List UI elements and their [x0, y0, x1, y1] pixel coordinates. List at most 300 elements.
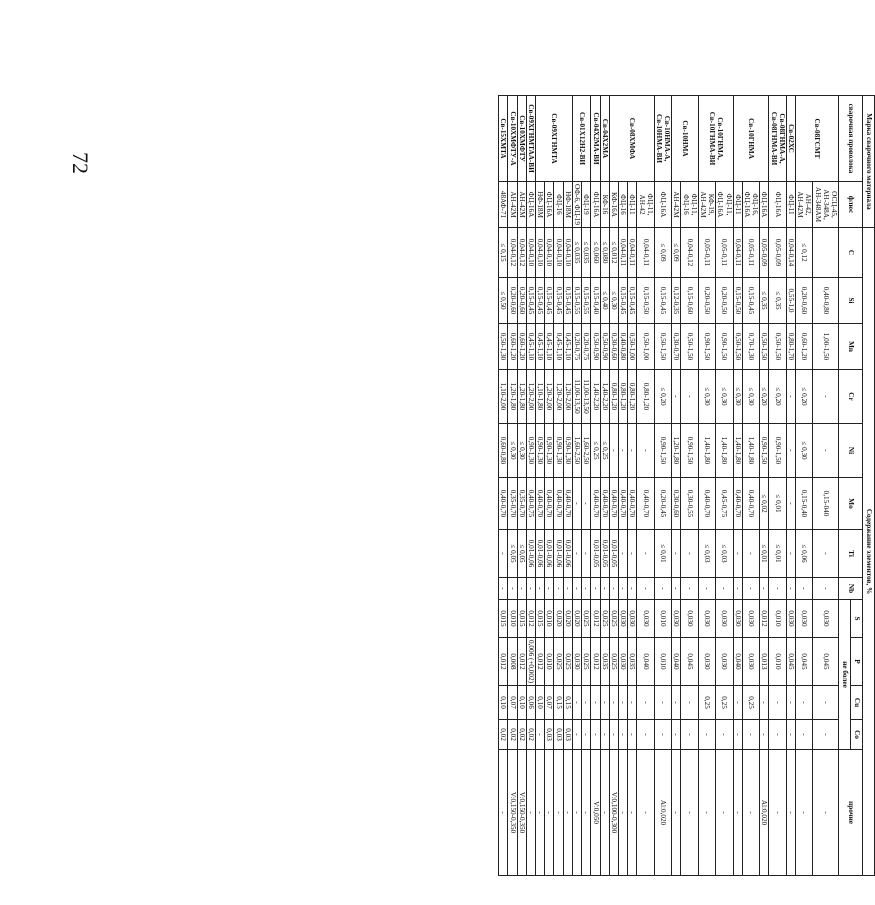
co-cell: -	[609, 720, 618, 750]
mn-cell: 0,80-1,70	[786, 324, 795, 370]
flux-cell: ФЦ-16А	[526, 182, 535, 228]
mo-cell: 0,20-0,45	[654, 478, 671, 530]
co-cell: -	[628, 720, 637, 750]
s-cell: 0,030	[795, 600, 812, 638]
flux-cell: ОСЦ-45, АН-348А, АН-348АМ	[813, 182, 839, 228]
c-cell: 0,04-0,11	[618, 228, 627, 278]
ti-cell: -	[572, 530, 581, 578]
other-cell: -	[733, 750, 742, 876]
mn-cell: 0,45-1,10	[536, 324, 545, 370]
si-cell: 0,15-0,55	[582, 278, 591, 324]
wire-grade-cell: Св-08ГСМТ	[795, 96, 838, 182]
p-cell: 0,025	[609, 638, 618, 686]
ti-cell: -	[618, 530, 627, 578]
c-cell: 0,04-0,10	[563, 228, 572, 278]
c-cell: 0,04-0,12	[508, 228, 517, 278]
nb-cell: -	[628, 578, 637, 600]
co-cell: -	[672, 720, 681, 750]
nb-cell: -	[769, 578, 786, 600]
cu-cell: -	[582, 686, 591, 720]
table-row	[499, 96, 508, 876]
cr-cell: ≤ 0,30	[733, 370, 742, 424]
co-cell: -	[681, 720, 698, 750]
table-row	[681, 96, 698, 876]
table-row	[600, 96, 609, 876]
ti-cell: -	[672, 530, 681, 578]
p-cell: 0,030	[716, 638, 733, 686]
ni-cell: 0,90-1,30	[526, 424, 535, 478]
co-cell: -	[698, 720, 715, 750]
p-cell: 0,012	[536, 638, 545, 686]
cu-cell: 0,25	[698, 686, 715, 720]
si-cell: ≤ 0,30	[609, 278, 618, 324]
s-cell: 0,030	[628, 600, 637, 638]
c-cell: 0,04-0,11	[628, 228, 637, 278]
cu-cell: 0,15	[554, 686, 563, 720]
cr-cell: 1,40-2,20	[600, 370, 609, 424]
c-cell: ≤ 0,09	[672, 228, 681, 278]
s-cell: 0,030	[742, 600, 759, 638]
wire-grade-cell: Св-10ХМФТУ	[517, 96, 526, 182]
cu-cell: 0,25	[742, 686, 759, 720]
p-cell: 0,030	[572, 638, 581, 686]
table-row	[795, 96, 812, 876]
ti-cell: -	[813, 530, 839, 578]
table-body	[499, 96, 839, 876]
other-cell: -	[526, 750, 535, 876]
co-cell: -	[637, 720, 654, 750]
mn-cell: 0,90-1,50	[716, 324, 733, 370]
flux-cell: ФЦ-11	[786, 182, 795, 228]
co-cell: -	[716, 720, 733, 750]
si-cell: ≤ 0,35	[760, 278, 769, 324]
wire-grade-cell: Св-10НМА-А, Св-10НМА-ВИ	[654, 96, 671, 182]
mn-cell: 0,20-0,75	[572, 324, 581, 370]
other-cell: -	[536, 750, 545, 876]
ni-cell: 0,90-1,50	[769, 424, 786, 478]
cu-cell: 0,10	[517, 686, 526, 720]
ni-cell: -	[786, 424, 795, 478]
cu-cell: -	[591, 686, 600, 720]
p-cell: 0,006 (+0,002)	[526, 638, 535, 686]
s-cell: 0,025	[582, 600, 591, 638]
c-cell: 0,04-0,12	[517, 228, 526, 278]
ti-cell: -	[582, 530, 591, 578]
flux-cell: ФЦ-16, ФЦ-16А	[742, 182, 759, 228]
table-row	[628, 96, 637, 876]
mo-cell: 0,40-0,70	[618, 478, 627, 530]
cu-cell: -	[672, 686, 681, 720]
header-nb: Nb	[839, 578, 863, 600]
flux-cell: КФ-16А	[609, 182, 618, 228]
ti-cell: -	[637, 530, 654, 578]
flux-cell: ФЦ-11, ФЦ-16	[681, 182, 698, 228]
cr-cell: ≤ 0,20	[769, 370, 786, 424]
s-cell: 0,020	[572, 600, 581, 638]
mo-cell: 0,40-0,70	[742, 478, 759, 530]
table-row	[554, 96, 563, 876]
mo-cell: 0,40-0,70	[554, 478, 563, 530]
nb-cell: -	[760, 578, 769, 600]
c-cell: ≤ 0,035	[582, 228, 591, 278]
flux-cell: ФЦ-11, ФЦ-16А	[716, 182, 733, 228]
co-cell: -	[760, 720, 769, 750]
co-cell: -	[572, 720, 581, 750]
c-cell: ≤ 0,15	[499, 228, 508, 278]
other-cell: -	[637, 750, 654, 876]
flux-cell: АН-42М	[508, 182, 517, 228]
other-cell: -	[572, 750, 581, 876]
mn-cell: 0,50-1,50	[769, 324, 786, 370]
other-cell: -	[545, 750, 554, 876]
cu-cell: 0,15	[563, 686, 572, 720]
flux-cell: ФЦ-16А	[654, 182, 671, 228]
si-cell: 0,12-0,35	[672, 278, 681, 324]
table-row	[582, 96, 591, 876]
mo-cell: 0,40-0,70	[733, 478, 742, 530]
ti-cell: ≤ 0,06	[795, 530, 812, 578]
wire-grade-cell: Св-08ГНМА-А, Св-08ГНМА-ВИ	[769, 96, 786, 182]
c-cell: ≤ 0,080	[600, 228, 609, 278]
mo-cell: ≤ 0,02	[760, 478, 769, 530]
si-cell: 0,20-0,60	[517, 278, 526, 324]
si-cell: 0,20-0,60	[508, 278, 517, 324]
mo-cell: 0,15-040	[813, 478, 839, 530]
nb-cell: -	[600, 578, 609, 600]
other-cell: -	[795, 750, 812, 876]
nb-cell: -	[733, 578, 742, 600]
cr-cell: 11,00-13,50	[572, 370, 581, 424]
cr-cell: 1,20-1,80	[517, 370, 526, 424]
header-cu: Cu	[851, 686, 863, 720]
si-cell: 0,15-0,45	[545, 278, 554, 324]
co-cell: -	[742, 720, 759, 750]
cu-cell: -	[572, 686, 581, 720]
cu-cell: -	[628, 686, 637, 720]
header-c: C	[839, 228, 863, 278]
header-no-more: не более	[839, 600, 851, 750]
cr-cell: 1,20-2,00	[526, 370, 535, 424]
mo-cell: 0,40-0,70	[698, 478, 715, 530]
flux-cell: КФ-19, АН-42М	[698, 182, 715, 228]
s-cell: 0,010	[545, 600, 554, 638]
mn-cell: 0,60-1,20	[517, 324, 526, 370]
wire-grade-cell: Св-09ХГНМТАА-ВИ	[526, 96, 535, 182]
s-cell: 0,020	[563, 600, 572, 638]
nb-cell: -	[786, 578, 795, 600]
s-cell: 0,030	[698, 600, 715, 638]
other-cell: -	[698, 750, 715, 876]
table-row	[526, 96, 535, 876]
ti-cell: ≤ 0,01	[769, 530, 786, 578]
table-row	[517, 96, 526, 876]
wire-grade-cell: Св-04Х2МА-ВИ	[591, 96, 600, 182]
table-row	[760, 96, 769, 876]
table-row	[536, 96, 545, 876]
mo-cell: -	[786, 478, 795, 530]
c-cell: 0,04-0,14	[786, 228, 795, 278]
s-cell: 0,030	[618, 600, 627, 638]
s-cell: 0,030	[681, 600, 698, 638]
ni-cell: 1,20-1,80	[672, 424, 681, 478]
s-cell: 0,030	[716, 600, 733, 638]
header-material-group: Марка сварочного материала	[863, 96, 875, 228]
ti-cell: -	[499, 530, 508, 578]
ti-cell: 0,01-0,05	[609, 530, 618, 578]
mn-cell: 0,45-1,10	[554, 324, 563, 370]
ti-cell: -	[742, 530, 759, 578]
s-cell: 0,010	[769, 600, 786, 638]
s-cell: 0,030	[733, 600, 742, 638]
cr-cell: ≤ 0,20	[795, 370, 812, 424]
mo-cell: 0,40-0,70	[545, 478, 554, 530]
header-co: Co	[851, 720, 863, 750]
si-cell: ≤ 0,40	[600, 278, 609, 324]
mn-cell: 0,50-1,50	[681, 324, 698, 370]
co-cell: 0,03	[563, 720, 572, 750]
cu-cell: 0,10	[536, 686, 545, 720]
c-cell: ≤ 0,060	[591, 228, 600, 278]
cr-cell: 0,80-1,20	[628, 370, 637, 424]
si-cell: 0,15-0,45	[526, 278, 535, 324]
s-cell: 0,012	[760, 600, 769, 638]
s-cell: 0,015	[517, 600, 526, 638]
header-ti: Ti	[839, 530, 863, 578]
p-cell: 0,030	[742, 638, 759, 686]
si-cell: 0,55-1,0	[786, 278, 795, 324]
co-cell: 0,03	[554, 720, 563, 750]
mn-cell: 1,00-1,50	[813, 324, 839, 370]
flux-cell: ОФ-6, ФЦ-19	[572, 182, 581, 228]
mo-cell: 0,40-0,70	[600, 478, 609, 530]
co-cell: -	[536, 720, 545, 750]
cr-cell: 0,80-1,20	[618, 370, 627, 424]
s-cell: 0,030	[672, 600, 681, 638]
header-mn: Mn	[839, 324, 863, 370]
flux-cell: АН-42М	[672, 182, 681, 228]
cu-cell: -	[609, 686, 618, 720]
c-cell: ≤ 0,035	[572, 228, 581, 278]
ti-cell: ≤ 0,03	[716, 530, 733, 578]
co-cell: -	[769, 720, 786, 750]
mo-cell: 0,45-0,75	[716, 478, 733, 530]
mo-cell: 0,40-0,70	[609, 478, 618, 530]
wire-grade-cell: Св-02ХС	[786, 96, 795, 182]
mn-cell: 0,40-0,80	[618, 324, 627, 370]
mo-cell: 0,30-0,60	[672, 478, 681, 530]
ti-cell: 0,01-0,05	[591, 530, 600, 578]
other-cell: V:0,150-0,350	[517, 750, 526, 876]
p-cell: 0,012	[517, 638, 526, 686]
nb-cell: -	[716, 578, 733, 600]
p-cell: 0,040	[637, 638, 654, 686]
header-s: S	[851, 600, 863, 638]
c-cell: ≤ 0,012	[609, 228, 618, 278]
cu-cell: -	[786, 686, 795, 720]
cu-cell: -	[769, 686, 786, 720]
co-cell: 0,02	[526, 720, 535, 750]
si-cell: 0,15-0,45	[563, 278, 572, 324]
cr-cell: 1,40-2,20	[591, 370, 600, 424]
s-cell: 0,030	[786, 600, 795, 638]
other-cell: V:0,150-0,350	[508, 750, 517, 876]
nb-cell: -	[572, 578, 581, 600]
cu-cell: 0,06	[526, 686, 535, 720]
c-cell: ≤ 0,09	[654, 228, 671, 278]
p-cell: 0,025	[563, 638, 572, 686]
cr-cell: 1,20-1,80	[508, 370, 517, 424]
ni-cell: 0,90-1,50	[760, 424, 769, 478]
table-row	[637, 96, 654, 876]
p-cell: 0,008	[508, 638, 517, 686]
cu-cell: 0,07	[508, 686, 517, 720]
mn-cell: 0,45-1,10	[526, 324, 535, 370]
cu-cell: -	[681, 686, 698, 720]
other-cell: -	[681, 750, 698, 876]
co-cell: -	[733, 720, 742, 750]
cr-cell: 1,20-2,00	[554, 370, 563, 424]
ti-cell: -	[681, 530, 698, 578]
ni-cell: 0,90-1,30	[545, 424, 554, 478]
flux-cell: ФЦ-16	[554, 182, 563, 228]
c-cell: 0,05-0,11	[698, 228, 715, 278]
mn-cell: 0,45-1,10	[563, 324, 572, 370]
table-row	[609, 96, 618, 876]
nb-cell: -	[536, 578, 545, 600]
ni-cell: 0,90-1,30	[563, 424, 572, 478]
p-cell: 0,035	[628, 638, 637, 686]
header-si: Si	[839, 278, 863, 324]
flux-cell: ФЦ-16А	[769, 182, 786, 228]
p-cell: 0,045	[795, 638, 812, 686]
other-cell: -	[600, 750, 609, 876]
nb-cell: -	[681, 578, 698, 600]
c-cell: 0,04-0,12	[681, 228, 698, 278]
other-cell: -	[716, 750, 733, 876]
nb-cell: -	[813, 578, 839, 600]
table-row	[654, 96, 671, 876]
ti-cell: 0,01-0,06	[526, 530, 535, 578]
cr-cell: ≤ 0,30	[716, 370, 733, 424]
mn-cell: 0,60-1,20	[508, 324, 517, 370]
other-cell: Al:0,020	[760, 750, 769, 876]
si-cell: 0,15-0,45	[742, 278, 759, 324]
cu-cell: -	[600, 686, 609, 720]
wire-grade-cell: Св-10НМА	[672, 96, 699, 182]
ni-cell: -	[637, 424, 654, 478]
s-cell: 0,010	[508, 600, 517, 638]
p-cell: 0,013	[760, 638, 769, 686]
p-cell: 0,040	[733, 638, 742, 686]
mn-cell: 0,60-1,20	[795, 324, 812, 370]
wire-grade-cell: Св-15ХМТА	[499, 96, 508, 182]
other-cell: -	[554, 750, 563, 876]
mo-cell: 0,40-0,75	[526, 478, 535, 530]
ni-cell: -	[813, 424, 839, 478]
table-row	[769, 96, 786, 876]
co-cell: -	[582, 720, 591, 750]
p-cell: 0,025	[554, 638, 563, 686]
mo-cell: 0,15-0,40	[795, 478, 812, 530]
ni-cell: 1,40-1,80	[733, 424, 742, 478]
cr-cell: -	[672, 370, 681, 424]
table-row	[572, 96, 581, 876]
other-cell: Al:0,020	[654, 750, 671, 876]
cu-cell: 0,10	[499, 686, 508, 720]
mn-cell: 0,20-0,75	[582, 324, 591, 370]
mo-cell: ≤ 0,01	[769, 478, 786, 530]
other-cell: -	[769, 750, 786, 876]
c-cell: 0,04-0,10	[536, 228, 545, 278]
co-cell: 0,02	[499, 720, 508, 750]
c-cell	[813, 228, 839, 278]
cr-cell: 0,80-1,20	[637, 370, 654, 424]
si-cell: 0,15-0,50	[637, 278, 654, 324]
cr-cell: 1,20-2,00	[545, 370, 554, 424]
ni-cell: 1,60-2,50	[582, 424, 591, 478]
wire-grade-cell: Св-08ХМФА	[609, 96, 654, 182]
wire-grade-cell: Св-10ХМФТУ-А	[508, 96, 517, 182]
c-cell: 0,04-0,10	[554, 228, 563, 278]
header-cr: Cr	[839, 370, 863, 424]
cr-cell: -	[813, 370, 839, 424]
cr-cell: -	[681, 370, 698, 424]
nb-cell: -	[742, 578, 759, 600]
co-cell: 0,02	[508, 720, 517, 750]
header-flux: флюс	[839, 182, 863, 228]
header-composition-group: Содержание элементов, %	[863, 228, 875, 876]
s-cell: 0,015	[536, 600, 545, 638]
ni-cell: 1,40-1,80	[698, 424, 715, 478]
mn-cell: 0,90-1,50	[698, 324, 715, 370]
ti-cell: 0,01-0,06	[554, 530, 563, 578]
ni-cell: -	[609, 424, 618, 478]
flux-cell: ФЦ-11	[733, 182, 742, 228]
c-cell: 0,05-0,09	[760, 228, 769, 278]
mn-cell: 0,30-0,60	[609, 324, 618, 370]
co-cell: 0,03	[545, 720, 554, 750]
ti-cell: ≤ 0,01	[654, 530, 671, 578]
flux-cell: 48АФ-71	[499, 182, 508, 228]
si-cell: 0,15-0,45	[654, 278, 671, 324]
rotated-page	[385, 95, 875, 875]
ni-cell: ≤ 0,25	[600, 424, 609, 478]
cu-cell: -	[637, 686, 654, 720]
mn-cell: 0,50-1,50	[760, 324, 769, 370]
ni-cell: 0,90-1,30	[554, 424, 563, 478]
table-row	[786, 96, 795, 876]
table-row	[716, 96, 733, 876]
cu-cell: -	[618, 686, 627, 720]
flux-cell: ФЦ-19	[582, 182, 591, 228]
mn-cell: 0,50-1,30	[499, 324, 508, 370]
table-row	[563, 96, 572, 876]
header-other: прочие	[839, 750, 863, 876]
wire-grade-cell: Св-04Х2МА	[600, 96, 609, 182]
nb-cell: -	[672, 578, 681, 600]
flux-cell: АН-42М	[517, 182, 526, 228]
cr-cell: ≤ 0,30	[742, 370, 759, 424]
c-cell: 0,05-0,09	[769, 228, 786, 278]
ti-cell: ≤ 0,05	[517, 530, 526, 578]
co-cell: -	[795, 720, 812, 750]
flux-cell: ФЦ-11	[628, 182, 637, 228]
ti-cell: ≤ 0,03	[698, 530, 715, 578]
table-row	[508, 96, 517, 876]
mo-cell: 0,30-0,55	[681, 478, 698, 530]
flux-cell: ФЦ-16А	[760, 182, 769, 228]
cr-cell: 1,10-1,80	[536, 370, 545, 424]
